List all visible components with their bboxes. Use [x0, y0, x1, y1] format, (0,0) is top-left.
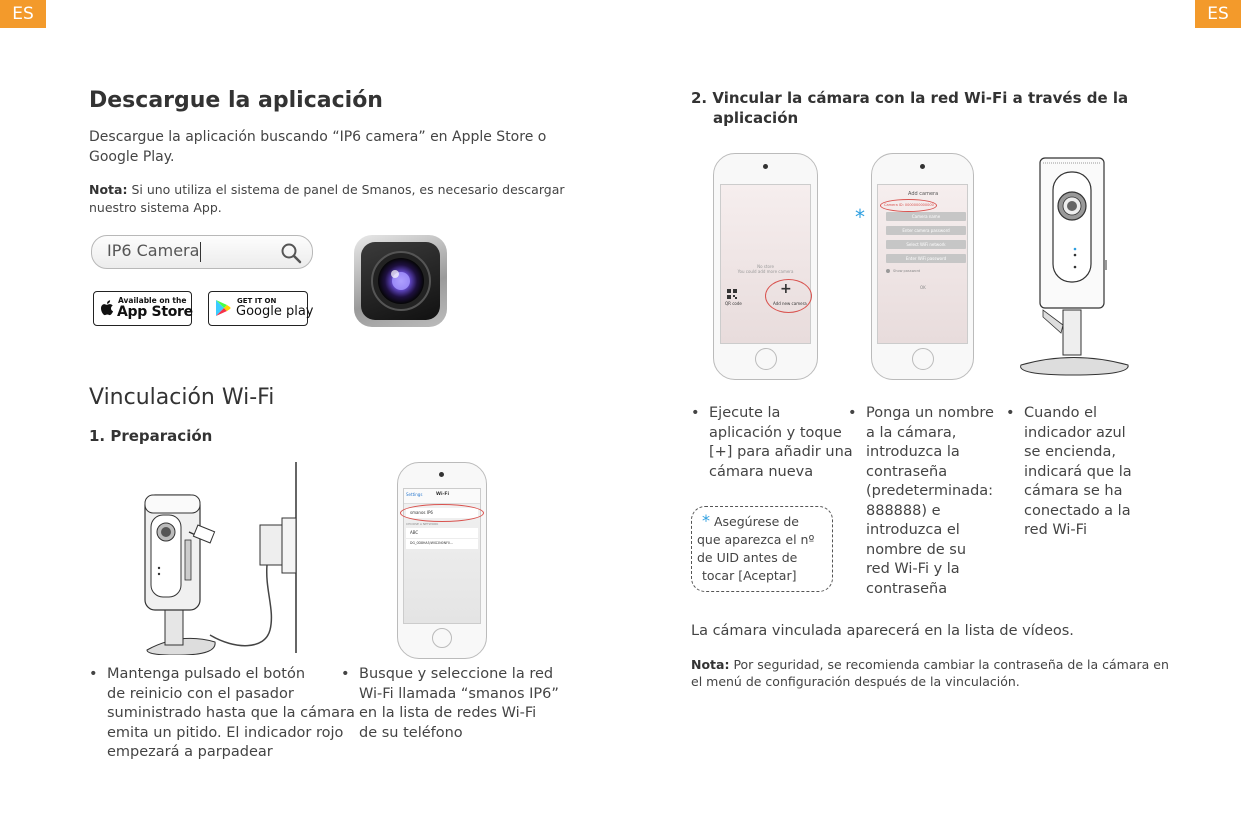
add-camera-plus-icon[interactable]: +: [780, 281, 792, 297]
camera-password-field[interactable]: Enter camera password: [886, 226, 966, 235]
bullet-b-line: introduzca la: [866, 444, 960, 460]
app-store-small-text: Available on the: [118, 296, 187, 305]
network-name-abc: ABC: [410, 530, 419, 535]
google-text: Google: [236, 304, 282, 319]
step2-title-line1: 2. Vincular la cámara con la red Wi-Fi a través de la: [691, 89, 1129, 107]
bullet-b-line: Ponga un nombre: [866, 405, 994, 421]
bullet-b-line: contraseña: [866, 580, 948, 597]
ip6-camera-app-icon[interactable]: [354, 235, 447, 327]
search-input-value: IP6 Camera: [107, 241, 200, 260]
network-name-smanos: smanos IP6: [410, 510, 433, 515]
google-play-badge[interactable]: [208, 291, 314, 326]
bullet-b-line: red Wi-Fi y la: [866, 561, 960, 577]
highlight-ellipse: [880, 199, 937, 212]
phone-camera-list: [713, 153, 818, 380]
bullet1-line: Mantenga pulsado el botón: [107, 666, 306, 682]
show-password-checkbox[interactable]: [886, 269, 890, 273]
ok-button[interactable]: OK: [920, 285, 926, 290]
bullet-b-line: contraseña: [866, 463, 948, 480]
camera-uid-field: Camera ID: 0000000000000: [884, 203, 934, 207]
bullet1-line: empezará a parpadear: [107, 744, 273, 760]
phone-front-camera: [763, 164, 768, 169]
app-store-badge[interactable]: [93, 291, 192, 326]
callout-text-1: Asegúrese de: [713, 514, 799, 529]
bullet1-line: emita un pitido. El indicador rojo: [107, 724, 344, 741]
bullet-blue-indicator: [1006, 404, 1146, 544]
phone1-screen: [720, 184, 811, 344]
qr-code-icon[interactable]: [727, 289, 737, 299]
bullet2-line: Busque y seleccione la red: [359, 666, 554, 682]
apple-icon: [100, 299, 114, 317]
note-label: Nota:: [691, 657, 730, 672]
callout-line: tocar [Aceptar]: [702, 568, 797, 583]
text-cursor: [200, 242, 201, 262]
uid-callout-box: [691, 506, 833, 592]
bullet-dot: •: [848, 405, 857, 421]
google-play-small-text: GET IT ON: [237, 297, 277, 305]
security-note: [691, 656, 1169, 673]
note-text-line1: Si uno utiliza el sistema de panel de Smanos, es necesario descargar: [127, 182, 565, 197]
bullet-a-line: cámara nueva: [709, 463, 814, 480]
security-note-line1: Por seguridad, se recomienda cambiar la contraseña de la cámara en: [729, 657, 1169, 672]
wifi-section-title: Vinculación Wi-Fi: [89, 385, 275, 410]
wifi-screen-title: Wi-Fi: [436, 492, 449, 497]
bullet-reset-camera: [89, 665, 355, 765]
highlight-ellipse: [400, 504, 484, 522]
bullet-c-line: conectado a la: [1024, 502, 1131, 519]
bullet-dot: •: [341, 666, 350, 682]
language-tab-right: ES: [1195, 0, 1241, 28]
phone2-screen: [877, 184, 968, 344]
bullet2-line: en la lista de redes Wi-Fi: [359, 705, 537, 721]
app-search-bar[interactable]: [91, 235, 313, 269]
camera-lens-icon: [370, 250, 432, 312]
phone-home-button: [432, 628, 452, 648]
show-password-label: Show password: [893, 269, 921, 273]
bullet2-line: de su teléfono: [359, 724, 463, 741]
bullet-run-app: [691, 404, 853, 484]
phone-home-button: [755, 348, 777, 370]
download-title: Descargue la aplicación: [89, 88, 383, 113]
uid-asterisk: *: [855, 205, 865, 229]
bullet-c-line: cámara se ha: [1024, 483, 1123, 499]
bullet-c-line: se encienda,: [1024, 444, 1117, 460]
bullet-c-line: Cuando el: [1024, 405, 1098, 421]
download-text-line2: Google Play.: [89, 149, 175, 165]
empty-state-line2: You could add more camera: [737, 269, 794, 274]
bullet-dot: •: [1006, 405, 1015, 421]
bullet-a-line: aplicación y toque: [709, 424, 842, 441]
security-note-line2: el menú de configuración después de la vinculación.: [691, 674, 1020, 689]
bullet-dot: •: [89, 666, 98, 682]
camera-connected-illustration: [1013, 155, 1138, 380]
search-icon: [280, 242, 302, 264]
highlight-ellipse: [765, 279, 812, 313]
bullet-a-line: [+] para añadir una: [709, 444, 853, 460]
bullet2-line: Wi-Fi llamada “smanos IP6”: [359, 685, 559, 702]
add-camera-screen-title: Add camera: [908, 191, 939, 197]
download-note: [89, 181, 565, 198]
app-store-big-text: App Store: [117, 304, 193, 320]
camera-reset-illustration: [125, 460, 305, 655]
add-new-camera-label[interactable]: Add new camera: [773, 301, 807, 306]
note-label: Nota:: [89, 182, 128, 197]
bullet1-line: de reinicio con el pasador: [107, 685, 294, 702]
empty-state-line1: No store: [757, 264, 774, 269]
play-text: play: [281, 304, 314, 319]
back-button[interactable]: Settings: [406, 492, 423, 497]
phone-front-camera: [920, 164, 925, 169]
bullet-select-wifi: [341, 665, 561, 745]
phone-home-button: [912, 348, 934, 370]
choose-network-label: CHOOSE A NETWORK: [406, 522, 439, 526]
callout-line: que aparezca el nº: [697, 532, 815, 547]
qr-code-label: QR code: [725, 301, 742, 306]
phone-front-camera: [439, 472, 444, 477]
callout-asterisk: *: [702, 511, 710, 530]
wifi-password-field[interactable]: Enter WiFi password: [886, 254, 966, 263]
bullet-b-line: introduzca el: [866, 522, 960, 538]
google-play-icon: [215, 299, 231, 317]
phone-screen: [403, 488, 481, 624]
network-name-other: DG_0D8HA5/WIG2N0NF0...: [410, 541, 453, 545]
bullet-b-line: 888888) e: [866, 502, 941, 519]
bullet-c-line: red Wi-Fi: [1024, 522, 1087, 538]
bullet-name-camera: [848, 404, 998, 604]
callout-line: [702, 511, 799, 530]
step1-title: 1. Preparación: [89, 427, 213, 445]
download-text-line1: Descargue la aplicación buscando “IP6 camera” en Apple Store o: [89, 129, 547, 145]
bullet1-line: suministrado hasta que la cámara: [107, 705, 355, 721]
camera-name-field[interactable]: Camera name: [886, 212, 966, 221]
step2-title-line2: aplicación: [713, 109, 799, 127]
callout-line: de UID antes de: [697, 550, 798, 565]
wifi-network-field[interactable]: Select WiFi network: [886, 240, 966, 249]
bullet-b-line: nombre de su: [866, 541, 967, 558]
bullet-c-line: indicará que la: [1024, 463, 1132, 480]
language-tab-left: ES: [0, 0, 46, 28]
phone-add-camera: [871, 153, 974, 380]
note-text-line2: nuestro sistema App.: [89, 200, 222, 215]
bullet-b-line: (predeterminada:: [866, 483, 994, 499]
bullet-dot: •: [691, 405, 700, 421]
linked-camera-text: La cámara vinculada aparecerá en la lista de vídeos.: [691, 623, 1074, 639]
phone-wifi-list: [397, 462, 487, 659]
bullet-c-line: indicador azul: [1024, 424, 1126, 441]
google-play-big-text: [236, 304, 314, 319]
bullet-b-line: a la cámara,: [866, 424, 957, 441]
bullet-a-line: Ejecute la: [709, 405, 781, 421]
